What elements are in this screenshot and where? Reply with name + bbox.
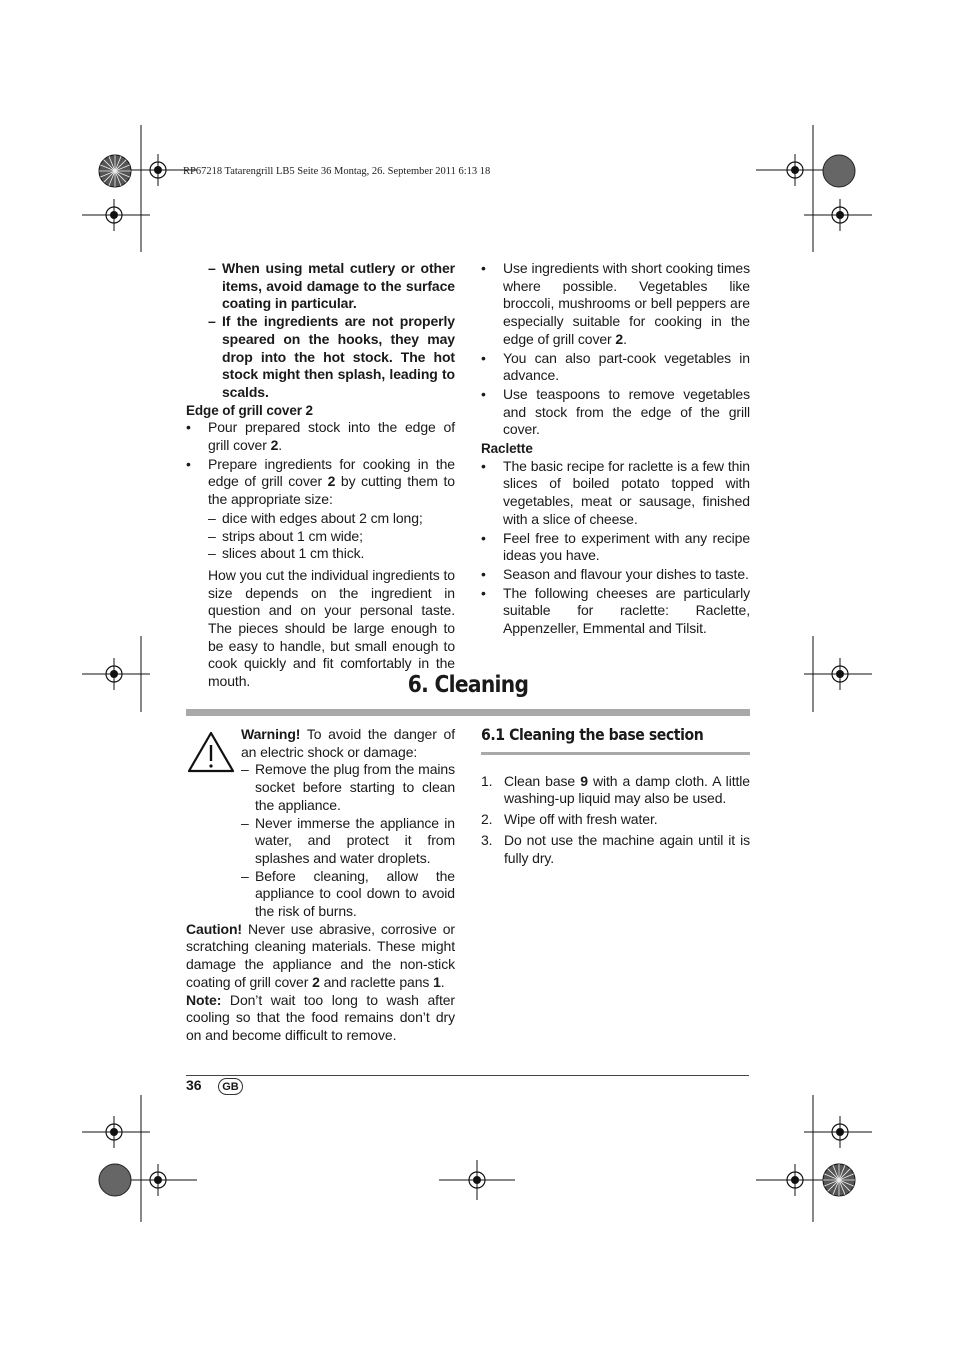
size-item: – dice with edges about 2 cm long; [208, 509, 423, 526]
step-item: 3. Do not use the machine again until it is fully dry. [481, 831, 750, 866]
size-item: – slices about 1 cm thick. [208, 545, 365, 562]
list-item: • Use teaspoons to remove vegetables and stock from the edge of the grill cover. [481, 385, 750, 438]
right-column-bottom [481, 726, 750, 870]
page-number: 36 [186, 1077, 202, 1093]
caution-paragraph: Caution! Never use abrasive, corrosive or scratching cleaning materials. These might damage the appliance and the non-stick coating of grill cover 2 and raclette pans 1. [186, 920, 455, 990]
list-item: • Feel free to experiment with any recipe ideas you have. [481, 529, 750, 564]
left-column-top [186, 260, 455, 691]
left-column-bottom [186, 726, 455, 1045]
language-badge: GB [218, 1078, 243, 1095]
list-item: • You can also part-cook vegetables in advance. [481, 349, 750, 384]
section-divider [186, 709, 750, 716]
step-item: 2. Wipe off with fresh water. [481, 811, 658, 828]
print-slug: RP67218 Tatarengrill LB5 Seite 36 Montag, 26. September 2011 6:13 18 [183, 166, 491, 177]
warning-triangle-icon [186, 726, 241, 921]
list-item: • Use ingredients with short cooking times where possible. Vegetables like broccoli, mushrooms or bell peppers are especially suitable for cooking in the edge of grill cover 2. [481, 260, 750, 347]
warning-item: – When using metal cutlery or other items, avoid damage to the surface coating in particular. [208, 260, 455, 312]
edge-heading: Edge of grill cover 2 [186, 402, 313, 418]
list-item: • Prepare ingredients for cooking in the edge of grill cover 2 by cutting them to the appropriate size: [186, 455, 455, 508]
subsection-title: 6.1 Cleaning the base section [481, 726, 750, 755]
list-item: • The basic recipe for raclette is a few thin slices of boiled potato topped with vegetables, meat or sausage, finished with a slice of cheese. [481, 457, 750, 527]
warning-item: – Never immerse the appliance in water, and protect it from splashes and water droplets. [241, 814, 455, 866]
warning-block: Warning! To avoid the danger of an electric shock or damage: – Remove the plug from the mains socket before starting to clean the appliance. – Never immerse the appliance in water, and protect it from splashes and water droplets. – Before cleaning, allow the appliance to cool down to avoid the risk of burns. [186, 726, 455, 921]
warning-item: – Before cleaning, allow the appliance to cool down to avoid the risk of burns. [241, 867, 455, 920]
note-paragraph: Note: Don’t wait too long to wash after cooling so that the food remains don’t dry on and become difficult to remove. [186, 991, 455, 1043]
list-item: • Season and flavour your dishes to taste. [481, 565, 749, 582]
size-item: – strips about 1 cm wide; [208, 527, 363, 544]
step-item: 1. Clean base 9 with a damp cloth. A little washing-up liquid may also be used. [481, 772, 750, 807]
warning-item: – If the ingredients are not properly speared on the hooks, they may drop into the hot stock. The hot stock might then splash, leading to scalds. [208, 313, 455, 400]
footer-rule [186, 1075, 749, 1076]
right-column-top [481, 260, 750, 639]
list-item: • Pour prepared stock into the edge of grill cover 2. [186, 419, 455, 454]
section-title: 6. Cleaning [407, 672, 529, 698]
warning-item: – Remove the plug from the mains socket before starting to clean the appliance. [241, 761, 455, 813]
list-item: • The following cheeses are particularly suitable for raclette: Raclette, Appenzeller, Emmental and Tilsit. [481, 584, 750, 637]
raclette-heading: Raclette [481, 441, 533, 457]
cutting-paragraph: How you cut the individual ingredients to size depends on the ingredient in question and on your personal taste. The pieces should be large enough to be easy to handle, but small enough to cook quickly and fit comfortably in the mouth. [208, 566, 455, 690]
